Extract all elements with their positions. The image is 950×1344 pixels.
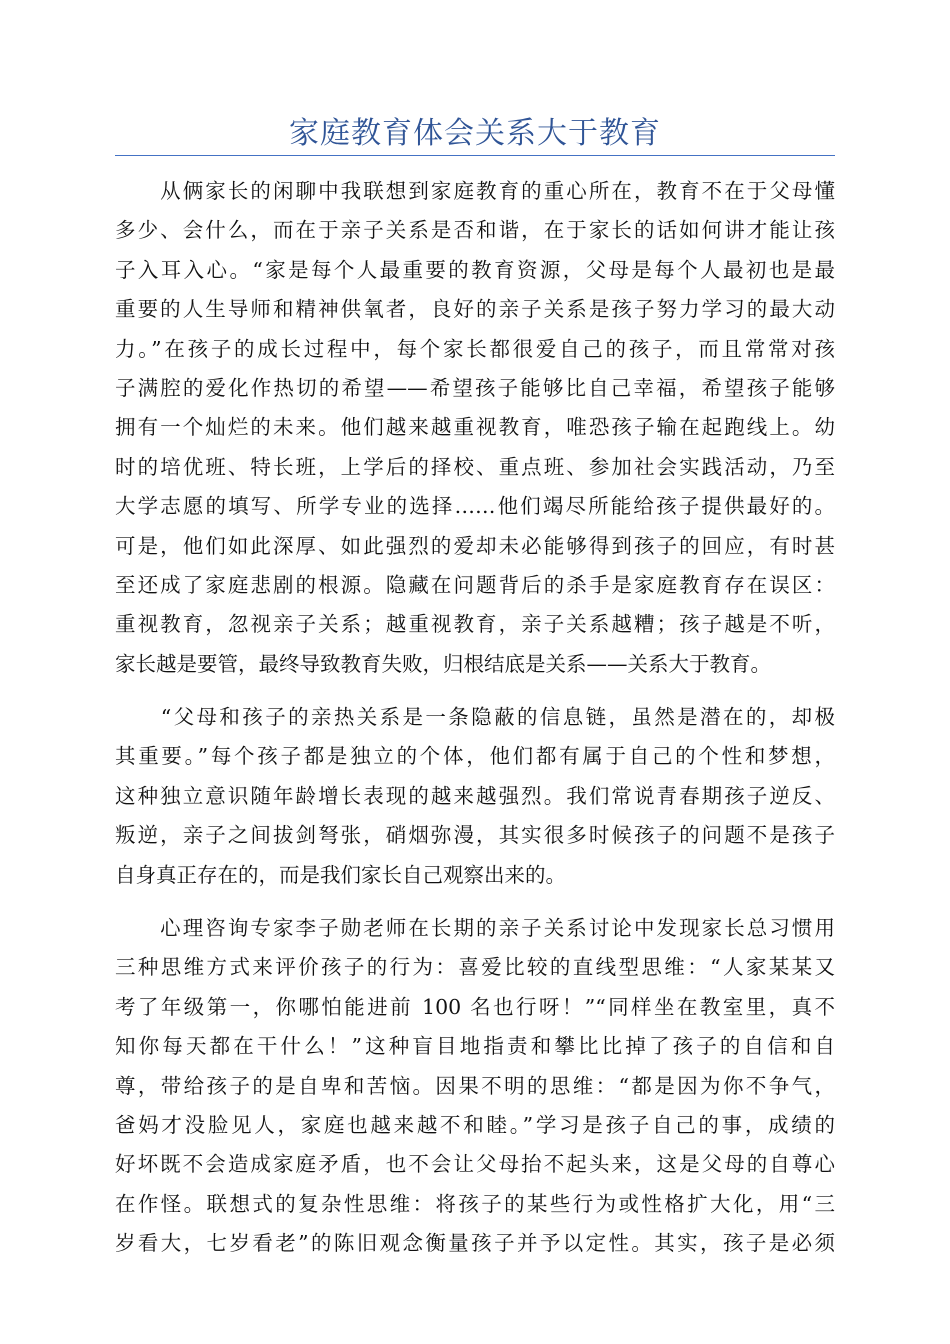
paragraph-line: 子入耳入心。“家是每个人最重要的教育资源，父母是每个人最初也是最 bbox=[115, 257, 835, 282]
paragraph-line: 在作怪。联想式的复杂性思维：将孩子的某些行为或性格扩大化，用“三 bbox=[115, 1191, 835, 1216]
paragraph-line: 大学志愿的填写、所学专业的选择……他们竭尽所能给孩子提供最好的。 bbox=[115, 494, 835, 519]
paragraph-3 bbox=[115, 909, 835, 1264]
paragraph-line: 叛逆，亲子之间拔剑弩张，硝烟弥漫，其实很多时候孩子的问题不是孩子 bbox=[115, 823, 835, 848]
paragraph-1 bbox=[115, 172, 835, 684]
paragraph-line: 自身真正存在的，而是我们家长自己观察出来的。 bbox=[115, 862, 566, 887]
paragraph-line: 知你每天都在干什么！”这种盲目地指责和攀比比掉了孩子的自信和自 bbox=[115, 1034, 835, 1059]
paragraph-line: 这种独立意识随年龄增长表现的越来越强烈。我们常说青春期孩子逆反、 bbox=[115, 783, 835, 808]
paragraph-line: 爸妈才没脸见人，家庭也越来越不和睦。”学习是孩子自己的事，成绩的 bbox=[115, 1112, 835, 1137]
document-body bbox=[115, 172, 835, 1278]
paragraph-line: 岁看大，七岁看老”的陈旧观念衡量孩子并予以定性。其实，孩子是必须 bbox=[115, 1231, 835, 1256]
paragraph-line: 家长越是要管，最终导致教育失败，归根结底是关系——关系大于教育。 bbox=[115, 651, 771, 676]
paragraph-line: 好坏既不会造成家庭矛盾，也不会让父母抬不起头来，这是父母的自尊心 bbox=[115, 1152, 835, 1177]
paragraph-line: 尊，带给孩子的是自卑和苦恼。因果不明的思维：“都是因为你不争气， bbox=[115, 1073, 835, 1098]
paragraph-line: 多少、会什么，而在于亲子关系是否和谐，在于家长的话如何讲才能让孩 bbox=[115, 218, 835, 243]
paragraph-line: 力。”在孩子的成长过程中，每个家长都很爱自己的孩子，而且常常对孩 bbox=[115, 336, 835, 361]
paragraph-line: 三种思维方式来评价孩子的行为：喜爱比较的直线型思维：“人家某某又 bbox=[115, 955, 835, 980]
paragraph-line: 时的培优班、特长班，上学后的择校、重点班、参加社会实践活动，乃至 bbox=[115, 454, 835, 479]
paragraph-line: 拥有一个灿烂的未来。他们越来越重视教育，唯恐孩子输在起跑线上。幼 bbox=[115, 415, 835, 440]
paragraph-line: 可是，他们如此深厚、如此强烈的爱却未必能够得到孩子的回应，有时甚 bbox=[115, 533, 835, 558]
paragraph-line: 其重要。”每个孩子都是独立的个体，他们都有属于自己的个性和梦想， bbox=[115, 744, 835, 769]
paragraph-line: 从俩家长的闲聊中我联想到家庭教育的重心所在，教育不在于父母懂 bbox=[115, 179, 835, 203]
title-underline bbox=[115, 155, 835, 156]
paragraph-line: 子满腔的爱化作热切的希望——希望孩子能够比自己幸福，希望孩子能够 bbox=[115, 375, 835, 400]
paragraph-line: “父母和孩子的亲热关系是一条隐蔽的信息链，虽然是潜在的，却极 bbox=[115, 705, 835, 730]
document-title: 家庭教育体会关系大于教育 bbox=[289, 116, 661, 151]
paragraph-line: 重视教育，忽视亲子关系；越重视教育，亲子关系越糟；孩子越是不听， bbox=[115, 612, 835, 637]
paragraph-line: 心理咨询专家李子勋老师在长期的亲子关系讨论中发现家长总习惯用 bbox=[115, 916, 835, 941]
paragraph-line: 至还成了家庭悲剧的根源。隐藏在问题背后的杀手是家庭教育存在误区： bbox=[115, 572, 835, 597]
paragraph-line: 重要的人生导师和精神供氧者，良好的亲子关系是孩子努力学习的最大动 bbox=[115, 297, 835, 322]
paragraph-line: 考了年级第一，你哪怕能进前 100 名也行呀！”“同样坐在教室里，真不 bbox=[115, 994, 835, 1019]
paragraph-2 bbox=[115, 698, 835, 895]
